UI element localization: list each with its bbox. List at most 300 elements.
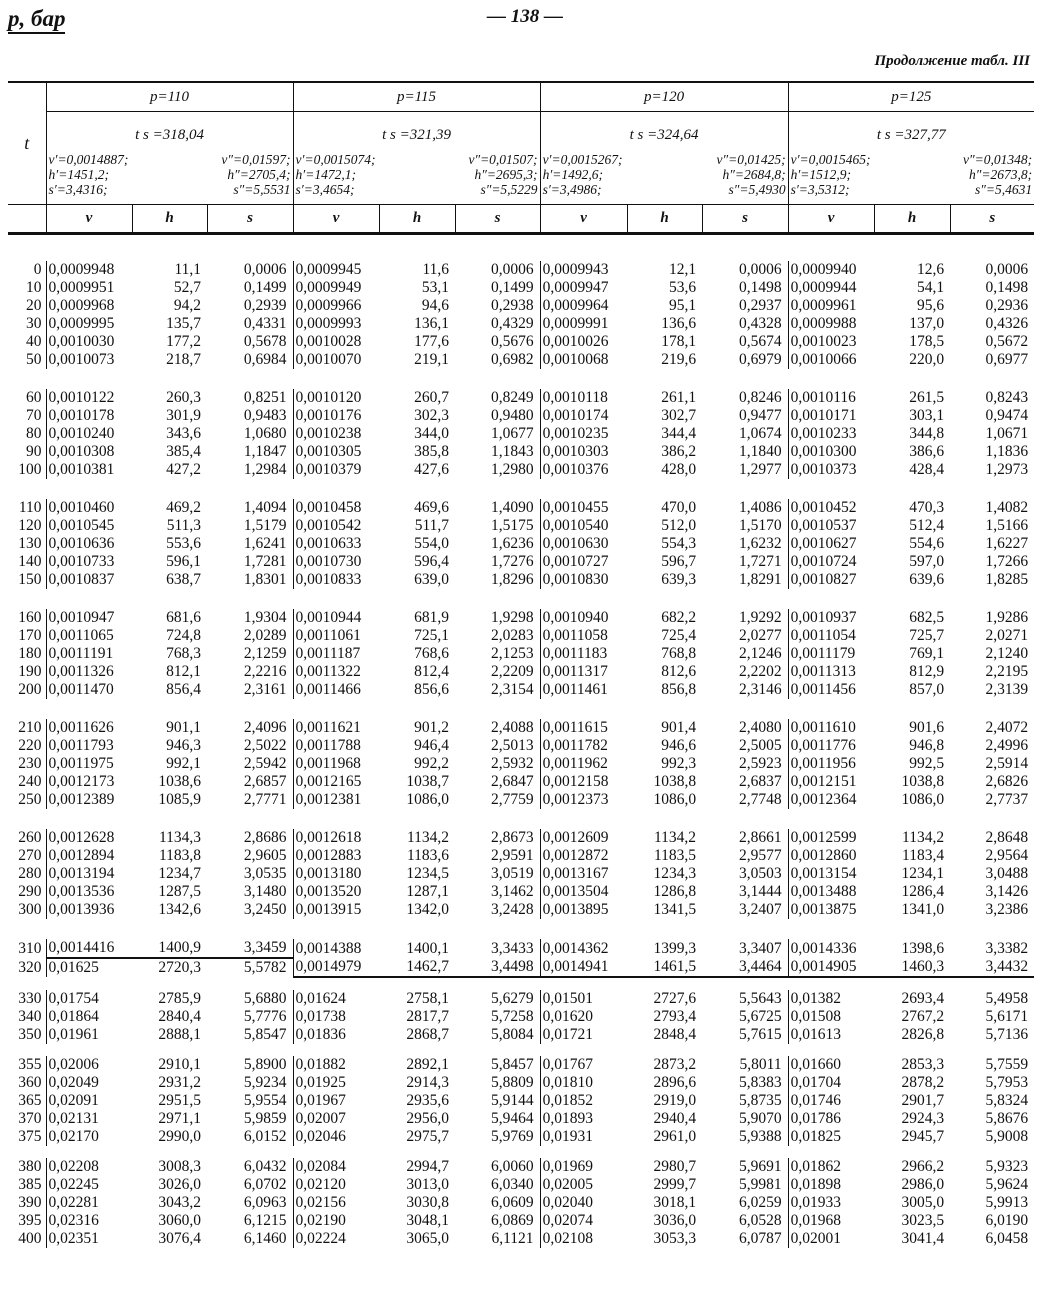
h-cell: 512,4 — [909, 517, 945, 534]
v-cell: 0,0010120 — [293, 389, 379, 407]
v-cell: 0,02131 — [46, 1110, 132, 1128]
steam-table — [8, 81, 1034, 1248]
col-s: s — [950, 205, 1034, 234]
s-cell: 3,3382 — [985, 939, 1029, 957]
v-cell: 0,0010303 — [540, 443, 627, 461]
table-row — [8, 865, 1034, 883]
v-cell: 0,0010235 — [540, 425, 627, 443]
s-cell: 3,1480 — [243, 883, 287, 900]
v-cell: 0,0010300 — [788, 443, 874, 461]
h-cell: 2931,2 — [158, 1074, 201, 1091]
v-cell: 0,02245 — [46, 1176, 132, 1194]
h-cell: 3008,3 — [158, 1158, 201, 1175]
h-cell: 2888,1 — [158, 1026, 201, 1043]
s-cell: 0,5676 — [490, 333, 534, 350]
table-row — [8, 499, 1034, 517]
s-cell: 6,0609 — [490, 1194, 534, 1211]
s-cell: 3,1426 — [985, 883, 1029, 900]
v-cell: 0,0010940 — [540, 609, 627, 627]
h-cell: 1086,0 — [901, 791, 945, 808]
v-cell: 0,0010627 — [788, 535, 874, 553]
s-cell: 5,9008 — [985, 1128, 1029, 1145]
s-cell: 1,1836 — [985, 443, 1029, 460]
h-cell: 2868,7 — [406, 1026, 450, 1043]
v-cell: 0,0010636 — [46, 535, 132, 553]
s-cell: 1,2980 — [490, 461, 534, 478]
h-cell: 218,7 — [166, 351, 201, 368]
s-cell: 0,8251 — [243, 389, 287, 406]
v-cell: 0,01961 — [46, 1026, 132, 1044]
h-cell: 3053,3 — [653, 1230, 697, 1247]
t-header: t — [8, 82, 46, 205]
v-cell: 0,0012165 — [293, 773, 379, 791]
table-row — [8, 553, 1034, 571]
v-cell: 0,0010178 — [46, 407, 132, 425]
v-cell: 0,0012894 — [46, 847, 132, 865]
temperature-cell: 300 — [18, 901, 42, 918]
table-row — [8, 1128, 1034, 1146]
pressure-header: p=125 — [788, 82, 1034, 112]
s-cell: 2,5942 — [243, 755, 287, 772]
h-cell: 2935,6 — [406, 1092, 450, 1109]
v-cell: 0,02006 — [46, 1056, 132, 1074]
h-cell: 1234,7 — [158, 865, 201, 882]
s-cell: 6,0060 — [490, 1158, 534, 1175]
table-row — [8, 425, 1034, 443]
v-cell: 0,0010947 — [46, 609, 132, 627]
v-cell: 0,0009943 — [540, 261, 627, 279]
s-cell: 6,0787 — [738, 1230, 782, 1247]
h-cell: 3041,4 — [901, 1230, 945, 1247]
temperature-cell: 330 — [18, 990, 42, 1007]
s-cell: 0,6977 — [985, 351, 1029, 368]
v-cell: 0,0009947 — [540, 279, 627, 297]
col-s: s — [207, 205, 293, 234]
saturation-temp: t s =318,04 — [46, 112, 293, 145]
s-cell: 5,9144 — [490, 1092, 534, 1109]
v-cell: 0,0010944 — [293, 609, 379, 627]
v-cell: 0,0011610 — [788, 719, 874, 737]
h-cell: 344,4 — [661, 425, 697, 442]
temperature-cell: 190 — [18, 663, 42, 680]
v-cell: 0,01620 — [540, 1008, 627, 1026]
temperature-cell: 0 — [33, 261, 42, 278]
s-cell: 1,4086 — [738, 499, 782, 516]
s-cell: 1,5166 — [985, 517, 1029, 534]
table-row — [8, 609, 1034, 627]
v-cell: 0,0010023 — [788, 333, 874, 351]
v-cell: 0,01382 — [788, 990, 874, 1008]
temperature-cell: 320 — [18, 958, 42, 976]
v-cell: 0,0011975 — [46, 755, 132, 773]
h-cell: 2848,4 — [653, 1026, 697, 1043]
v-cell: 0,01862 — [788, 1158, 874, 1176]
s-cell: 5,7559 — [985, 1056, 1029, 1073]
h-cell: 1134,2 — [654, 829, 697, 846]
h-cell: 946,3 — [166, 737, 201, 754]
s-cell: 5,5643 — [738, 990, 782, 1007]
temperature-cell: 50 — [26, 351, 42, 368]
s-cell: 2,6857 — [243, 773, 287, 790]
h-cell: 2793,4 — [653, 1008, 697, 1025]
h-cell: 1461,5 — [627, 958, 702, 977]
s-cell: 3,4498 — [455, 958, 540, 977]
h-cell: 136,1 — [414, 315, 450, 332]
v-cell: 0,0010176 — [293, 407, 379, 425]
v-cell: 0,01969 — [540, 1158, 627, 1176]
table-row — [8, 681, 1034, 699]
temperature-cell: 380 — [18, 1158, 42, 1175]
col-h: h — [132, 205, 207, 234]
v-cell: 0,0011470 — [46, 681, 132, 699]
table-row — [8, 443, 1034, 461]
table-body — [8, 234, 1034, 1249]
v-cell: 0,0010171 — [788, 407, 874, 425]
v-cell: 0,0014979 — [293, 958, 379, 977]
s-cell: 2,0277 — [738, 627, 782, 644]
h-cell: 2896,6 — [653, 1074, 697, 1091]
h-cell: 856,4 — [166, 681, 201, 698]
table-row — [8, 1092, 1034, 1110]
v-cell: 0,0010233 — [788, 425, 874, 443]
h-cell: 1134,2 — [406, 829, 450, 846]
v-cell: 0,0009961 — [788, 297, 874, 315]
h-cell: 946,4 — [414, 737, 450, 754]
s-cell: 6,0340 — [490, 1176, 534, 1193]
h-cell: 3013,0 — [406, 1176, 450, 1193]
s-cell: 1,2977 — [738, 461, 782, 478]
table-row — [8, 791, 1034, 809]
v-cell: 0,0013154 — [788, 865, 874, 883]
h-cell: 1462,7 — [379, 958, 455, 977]
v-cell: 0,02040 — [540, 1194, 627, 1212]
s-cell: 0,0006 — [985, 261, 1029, 278]
v-cell: 0,02091 — [46, 1092, 132, 1110]
temperature-cell: 395 — [18, 1212, 42, 1229]
s-cell: 2,0289 — [243, 627, 287, 644]
v-cell: 0,0013488 — [788, 883, 874, 901]
v-cell: 0,0013536 — [46, 883, 132, 901]
v-cell: 0,0012151 — [788, 773, 874, 791]
v-cell: 0,0010545 — [46, 517, 132, 535]
s-cell: 2,6837 — [738, 773, 782, 790]
v-cell: 0,01864 — [46, 1008, 132, 1026]
h-cell: 2956,0 — [406, 1110, 450, 1127]
v-cell: 0,0011788 — [293, 737, 379, 755]
s-cell: 0,0006 — [738, 261, 782, 278]
h-cell: 1038,8 — [901, 773, 945, 790]
s-cell: 1,6236 — [490, 535, 534, 552]
v-cell: 0,02074 — [540, 1212, 627, 1230]
h-cell: 724,8 — [166, 627, 201, 644]
s-cell: 1,6227 — [985, 535, 1029, 552]
h-cell: 512,0 — [661, 517, 697, 534]
temperature-cell: 120 — [18, 517, 42, 534]
h-cell: 901,1 — [166, 719, 201, 736]
v-cell: 0,0013895 — [540, 901, 627, 919]
s-cell: 5,4958 — [985, 990, 1029, 1007]
h-cell: 1400,9 — [132, 939, 207, 958]
s-cell: 5,6279 — [490, 990, 534, 1007]
s-cell: 2,2195 — [985, 663, 1029, 680]
s-cell: 2,9605 — [243, 847, 287, 864]
pressure-header: p=115 — [293, 82, 540, 112]
v-cell: 0,0010174 — [540, 407, 627, 425]
h-cell: 469,6 — [414, 499, 450, 516]
v-cell: 0,0011179 — [788, 645, 874, 663]
v-cell: 0,0012599 — [788, 829, 874, 847]
v-cell: 0,0012628 — [46, 829, 132, 847]
s-cell: 2,5932 — [490, 755, 534, 772]
h-cell: 12,1 — [668, 261, 697, 278]
h-cell: 2758,1 — [406, 990, 450, 1007]
v-cell: 0,0012618 — [293, 829, 379, 847]
h-cell: 12,6 — [916, 261, 945, 278]
s-cell: 0,9480 — [490, 407, 534, 424]
s-cell: 3,0488 — [985, 865, 1029, 882]
v-cell: 0,0011782 — [540, 737, 627, 755]
col-v: v — [293, 205, 379, 234]
v-cell: 0,01825 — [788, 1128, 874, 1146]
s-cell: 6,0869 — [490, 1212, 534, 1229]
h-cell: 1287,5 — [158, 883, 201, 900]
temperature-cell: 360 — [18, 1074, 42, 1091]
h-cell: 596,1 — [166, 553, 201, 570]
h-cell: 1286,8 — [653, 883, 697, 900]
v-cell: 0,0010070 — [293, 351, 379, 369]
h-cell: 2975,7 — [406, 1128, 450, 1145]
s-cell: 5,8676 — [985, 1110, 1029, 1127]
v-cell: 0,0011191 — [46, 645, 132, 663]
v-cell: 0,0012364 — [788, 791, 874, 809]
s-cell: 1,4082 — [985, 499, 1029, 516]
continuation-note: Продолжение табл. III — [874, 53, 1030, 69]
v-cell: 0,0014336 — [788, 939, 874, 958]
s-cell: 5,9913 — [985, 1194, 1029, 1211]
s-cell: 5,9691 — [738, 1158, 782, 1175]
s-cell: 2,4096 — [243, 719, 287, 736]
v-cell: 0,0011187 — [293, 645, 379, 663]
h-cell: 596,4 — [414, 553, 450, 570]
temperature-cell: 340 — [18, 1008, 42, 1025]
v-cell: 0,02281 — [46, 1194, 132, 1212]
table-row — [8, 901, 1034, 919]
v-cell: 0,01625 — [46, 958, 132, 977]
s-cell: 1,8285 — [985, 571, 1029, 588]
v-cell: 0,0010073 — [46, 351, 132, 369]
v-cell: 0,0012883 — [293, 847, 379, 865]
temperature-cell: 100 — [18, 461, 42, 478]
v-cell: 0,0011956 — [788, 755, 874, 773]
h-cell: 303,1 — [909, 407, 945, 424]
h-cell: 638,7 — [166, 571, 201, 588]
table-row — [8, 1212, 1034, 1230]
v-cell: 0,0011456 — [788, 681, 874, 699]
h-cell: 220,0 — [909, 351, 945, 368]
s-cell: 0,1498 — [985, 279, 1029, 296]
h-cell: 901,2 — [414, 719, 450, 736]
s-cell: 0,1499 — [243, 279, 287, 296]
s-cell: 3,1444 — [738, 883, 782, 900]
v-cell: 0,0010833 — [293, 571, 379, 589]
h-cell: 1234,1 — [901, 865, 945, 882]
h-cell: 2767,2 — [901, 1008, 945, 1025]
temperature-cell: 350 — [18, 1026, 42, 1043]
v-cell: 0,0011466 — [293, 681, 379, 699]
table-row — [8, 990, 1034, 1008]
temperature-cell: 150 — [18, 571, 42, 588]
s-cell: 5,9859 — [243, 1110, 287, 1127]
s-cell: 2,1240 — [985, 645, 1029, 662]
h-cell: 135,7 — [166, 315, 201, 332]
temperature-cell: 230 — [18, 755, 42, 772]
s-cell: 1,1840 — [738, 443, 782, 460]
v-cell: 0,0013875 — [788, 901, 874, 919]
h-cell: 1183,5 — [654, 847, 697, 864]
s-cell: 6,1121 — [491, 1230, 534, 1247]
temperature-cell: 70 — [26, 407, 42, 424]
h-cell: 94,6 — [421, 297, 450, 314]
h-cell: 95,1 — [668, 297, 697, 314]
h-cell: 946,6 — [661, 737, 697, 754]
v-cell: 0,0010730 — [293, 553, 379, 571]
v-cell: 0,01501 — [540, 990, 627, 1008]
s-cell: 2,3154 — [490, 681, 534, 698]
v-cell: 0,0014362 — [540, 939, 627, 958]
v-cell: 0,0010727 — [540, 553, 627, 571]
h-cell: 856,8 — [661, 681, 697, 698]
h-cell: 470,3 — [909, 499, 945, 516]
temperature-cell: 170 — [18, 627, 42, 644]
s-cell: 2,8648 — [985, 829, 1029, 846]
s-cell: 1,7281 — [243, 553, 287, 570]
s-cell: 5,5782 — [243, 959, 287, 976]
s-cell: 6,0432 — [243, 1158, 287, 1175]
col-v: v — [788, 205, 874, 234]
h-cell: 1341,5 — [653, 901, 697, 918]
temperature-cell: 180 — [18, 645, 42, 662]
s-cell: 1,9298 — [490, 609, 534, 626]
v-cell: 0,0011621 — [293, 719, 379, 737]
v-cell: 0,0010118 — [540, 389, 627, 407]
s-cell: 5,7258 — [490, 1008, 534, 1025]
h-cell: 639,3 — [661, 571, 697, 588]
pressure-header: p=120 — [540, 82, 788, 112]
table-row — [8, 883, 1034, 901]
s-cell: 0,9483 — [243, 407, 287, 424]
h-cell: 1038,7 — [406, 773, 450, 790]
h-cell: 2980,7 — [653, 1158, 697, 1175]
h-cell: 260,7 — [414, 389, 450, 406]
temperature-cell: 200 — [18, 681, 42, 698]
s-cell: 0,2936 — [985, 297, 1029, 314]
v-cell: 0,0009951 — [46, 279, 132, 297]
s-cell: 2,8661 — [738, 829, 782, 846]
h-cell: 302,7 — [661, 407, 697, 424]
h-cell: 511,7 — [414, 517, 450, 534]
s-cell: 2,1246 — [738, 645, 782, 662]
s-cell: 2,7737 — [985, 791, 1029, 808]
h-cell: 597,0 — [909, 553, 945, 570]
h-cell: 1183,4 — [902, 847, 945, 864]
table-row — [8, 1194, 1034, 1212]
s-cell: 2,6826 — [985, 773, 1029, 790]
table-header — [8, 82, 1034, 234]
table-row — [8, 939, 1034, 958]
v-cell: 0,0013520 — [293, 883, 379, 901]
v-cell: 0,0010122 — [46, 389, 132, 407]
s-cell: 5,8383 — [738, 1074, 782, 1091]
s-cell: 0,4328 — [738, 315, 782, 332]
saturation-temp: t s =324,64 — [540, 112, 788, 145]
s-cell: 5,9070 — [738, 1110, 782, 1127]
v-cell: 0,01810 — [540, 1074, 627, 1092]
s-cell: 2,3161 — [243, 681, 287, 698]
v-cell: 0,0010455 — [540, 499, 627, 517]
h-cell: 94,2 — [173, 297, 201, 314]
s-cell: 6,0190 — [985, 1212, 1029, 1229]
table-row — [8, 1008, 1034, 1026]
h-cell: 681,9 — [414, 609, 450, 626]
h-cell: 3060,0 — [158, 1212, 201, 1229]
h-cell: 302,3 — [414, 407, 450, 424]
s-cell: 0,2938 — [490, 297, 534, 314]
table-row — [8, 571, 1034, 589]
temperature-cell: 280 — [18, 865, 42, 882]
table-row — [8, 773, 1034, 791]
h-cell: 856,6 — [414, 681, 450, 698]
h-cell: 3048,1 — [406, 1212, 450, 1229]
s-cell: 1,8291 — [738, 571, 782, 588]
s-cell: 6,0528 — [738, 1212, 782, 1229]
v-cell: 0,02049 — [46, 1074, 132, 1092]
h-cell: 901,4 — [661, 719, 697, 736]
v-cell: 0,0014941 — [540, 958, 627, 977]
s-cell: 2,7759 — [490, 791, 534, 808]
h-cell: 1342,6 — [158, 901, 201, 918]
h-cell: 2878,2 — [901, 1074, 945, 1091]
s-cell: 0,0006 — [243, 261, 287, 278]
s-cell: 3,2407 — [738, 901, 782, 918]
v-cell: 0,0010373 — [788, 461, 874, 479]
col-h: h — [874, 205, 950, 234]
h-cell: 768,6 — [414, 645, 450, 662]
v-cell: 0,0009993 — [293, 315, 379, 333]
s-cell: 0,8249 — [490, 389, 534, 406]
h-cell: 1460,3 — [874, 958, 950, 977]
s-cell: 5,8084 — [490, 1026, 534, 1043]
col-v: v — [46, 205, 132, 234]
v-cell: 0,0011065 — [46, 627, 132, 645]
s-cell: 2,9591 — [490, 847, 534, 864]
table-row — [8, 958, 1034, 977]
s-cell: 0,2937 — [738, 297, 782, 314]
v-cell: 0,0012389 — [46, 791, 132, 809]
s-cell: 1,0671 — [985, 425, 1029, 442]
h-cell: 639,6 — [909, 571, 945, 588]
s-cell: 6,0152 — [243, 1128, 287, 1145]
table-row — [8, 847, 1034, 865]
h-cell: 385,4 — [166, 443, 201, 460]
v-cell: 0,02190 — [293, 1212, 379, 1230]
v-cell: 0,0009966 — [293, 297, 379, 315]
h-cell: 3030,8 — [406, 1194, 450, 1211]
s-cell: 1,1847 — [243, 443, 287, 460]
s-cell: 0,5672 — [985, 333, 1029, 350]
temperature-cell: 10 — [26, 279, 42, 296]
h-cell: 1398,6 — [901, 939, 945, 957]
table-row — [8, 1230, 1034, 1248]
